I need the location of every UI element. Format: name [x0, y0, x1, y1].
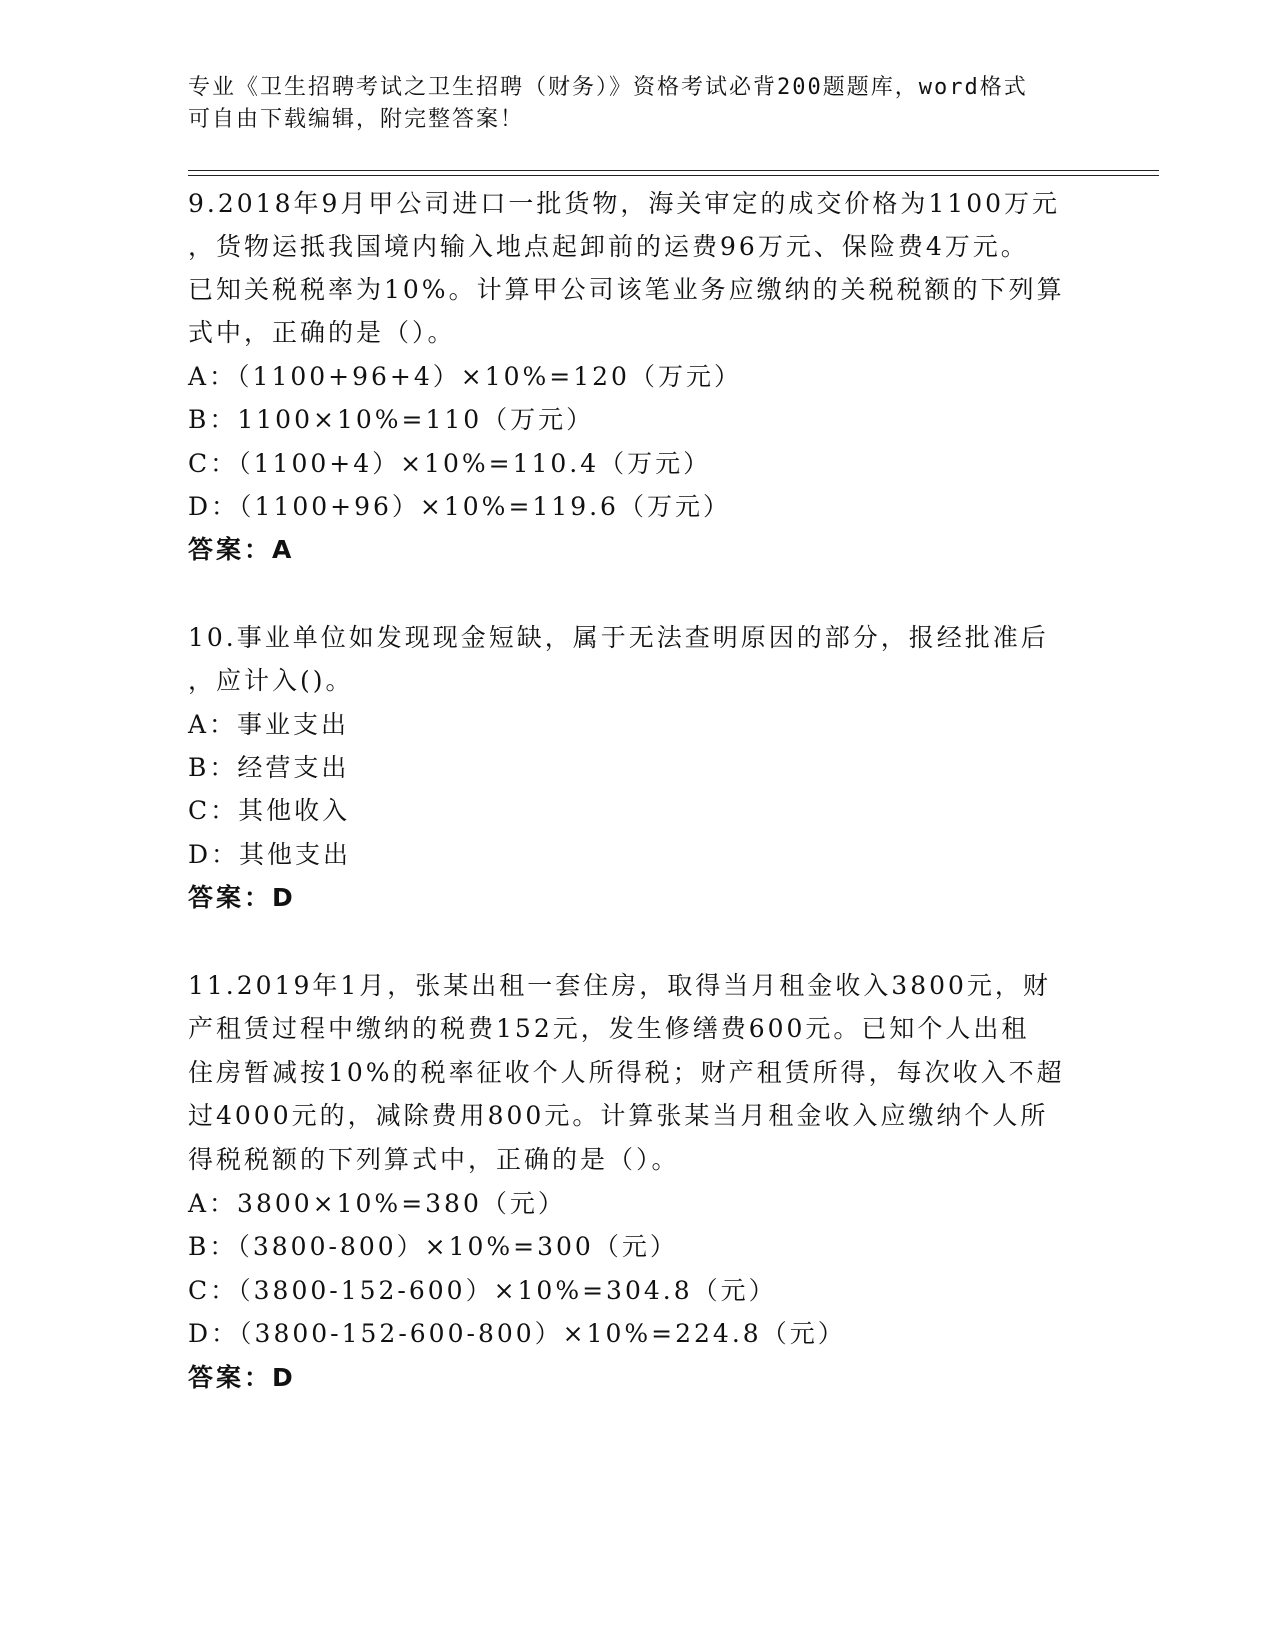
question-9-option-b: B：1100×10%=110（万元）: [188, 405, 595, 434]
question-10-option-c: C：其他收入: [188, 796, 351, 825]
question-9-text-line-3: 已知关税税率为10%。计算甲公司该笔业务应缴纳的关税税额的下列算: [188, 275, 1065, 304]
question-11-answer: 答案：D: [188, 1363, 296, 1392]
question-10-answer: 答案：D: [188, 883, 296, 912]
question-9-option-a: A：（1100+96+4）×10%=120（万元）: [188, 362, 742, 391]
question-9-option-c: C：（1100+4）×10%=110.4（万元）: [188, 449, 712, 478]
question-9-option-d: D：（1100+96）×10%=119.6（万元）: [188, 492, 731, 521]
question-10-option-d: D：其他支出: [188, 840, 352, 869]
question-11-option-b: B：（3800-800）×10%=300（元）: [188, 1232, 678, 1261]
question-9-answer: 答案：A: [188, 535, 295, 564]
document-header-title: 专业《卫生招聘考试之卫生招聘（财务）》资格考试必背200题题库，word格式: [188, 75, 1028, 100]
header-divider-bottom: [188, 175, 1159, 176]
question-11-option-a: A：3800×10%=380（元）: [188, 1189, 566, 1218]
question-11-option-d: D：（3800-152-600-800）×10%=224.8（元）: [188, 1319, 846, 1348]
question-11-text-line-1: 11.2019年1月，张某出租一套住房，取得当月租金收入3800元，财: [188, 971, 1051, 1000]
question-10-text-line-1: 10.事业单位如发现现金短缺，属于无法查明原因的部分，报经批准后: [188, 623, 1049, 652]
question-11-text-line-4: 过4000元的，减除费用800元。计算张某当月租金收入应缴纳个人所: [188, 1101, 1049, 1130]
question-11-option-c: C：（3800-152-600）×10%=304.8（元）: [188, 1276, 777, 1305]
question-10-text-line-2: ，应计入()。: [188, 666, 354, 695]
question-11-text-line-2: 产租赁过程中缴纳的税费152元，发生修缮费600元。已知个人出租: [188, 1014, 1030, 1043]
question-9-text-line-1: 9.2018年9月甲公司进口一批货物，海关审定的成交价格为1100万元: [188, 189, 1061, 218]
question-11-text-line-5: 得税税额的下列算式中，正确的是（）。: [188, 1145, 680, 1174]
header-divider-top: [188, 170, 1159, 171]
question-11-text-line-3: 住房暂减按10%的税率征收个人所得税；财产租赁所得，每次收入不超: [188, 1058, 1065, 1087]
question-9-text-line-4: 式中，正确的是（）。: [188, 318, 456, 347]
question-9-text-line-2: ，货物运抵我国境内输入地点起卸前的运费96万元、保险费4万元。: [188, 232, 1029, 261]
question-10-option-b: B：经营支出: [188, 753, 350, 782]
question-10-option-a: A：事业支出: [188, 710, 350, 739]
document-header-subtitle: 可自由下载编辑，附完整答案！: [188, 107, 525, 132]
